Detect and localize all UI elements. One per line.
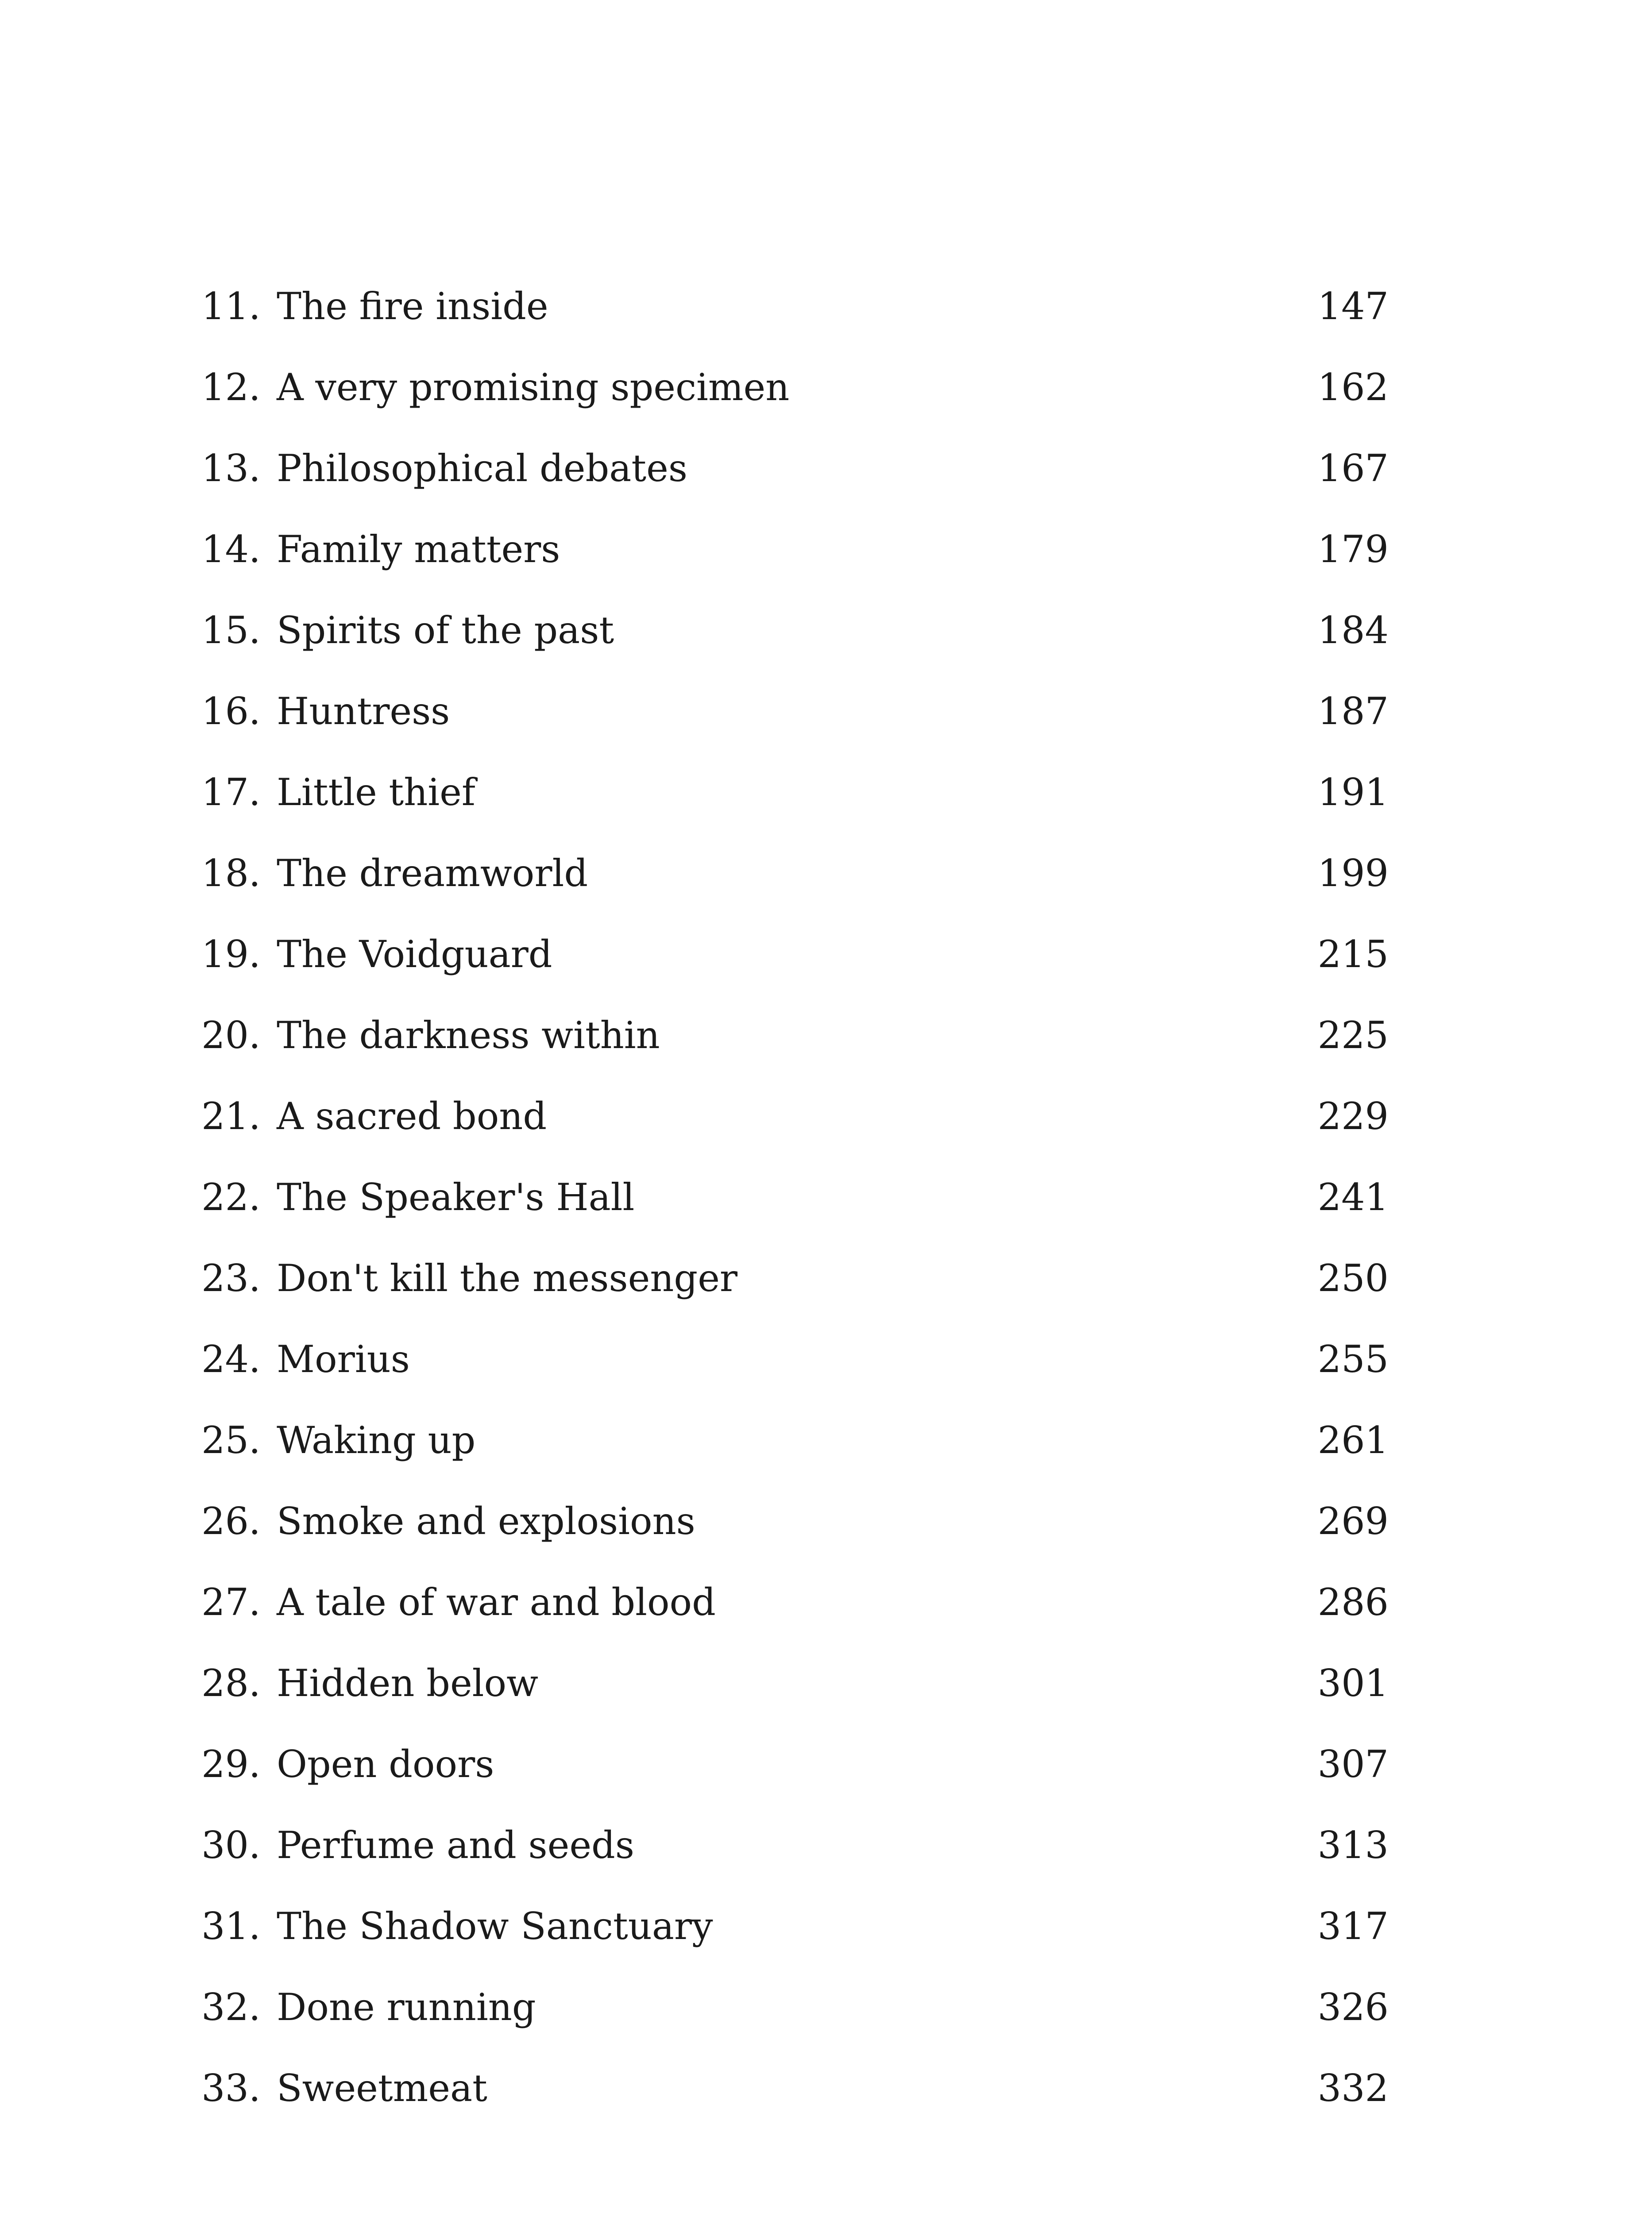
chapter-title: The Voidguard — [277, 933, 552, 976]
toc-entry — [0, 1812, 1652, 1878]
chapter-title: The Shadow Sanctuary — [277, 1905, 713, 1948]
page-number: 241 — [1317, 1176, 1389, 1219]
chapter-title: Sweetmeat — [277, 2066, 487, 2110]
chapter-title: Hidden below — [277, 1662, 538, 1705]
chapter-title: The dreamworld — [277, 852, 588, 895]
page-number: 301 — [1317, 1662, 1389, 1705]
page-number: 261 — [1317, 1419, 1389, 1462]
chapter-number: 26. — [201, 1500, 261, 1543]
chapter-title: The darkness within — [277, 1014, 660, 1057]
chapter-title: Perfume and seeds — [277, 1824, 634, 1867]
chapter-number: 33. — [201, 2066, 261, 2110]
page-number: 225 — [1317, 1014, 1389, 1057]
toc-entry — [0, 273, 1652, 339]
page-number: 286 — [1317, 1581, 1389, 1624]
chapter-title: Spirits of the past — [277, 609, 614, 652]
toc-entry — [0, 2055, 1652, 2121]
page-number: 199 — [1317, 852, 1389, 895]
chapter-title: Open doors — [277, 1743, 494, 1786]
chapter-title: Smoke and explosions — [277, 1500, 695, 1543]
chapter-title: The Speaker's Hall — [277, 1176, 635, 1219]
toc-entry — [0, 1164, 1652, 1230]
chapter-number: 24. — [201, 1338, 261, 1381]
page-number: 317 — [1317, 1905, 1389, 1948]
toc-entry — [0, 840, 1652, 906]
chapter-number: 31. — [201, 1905, 261, 1948]
chapter-title: Family matters — [277, 528, 560, 571]
toc-entry — [0, 354, 1652, 420]
chapter-title: Philosophical debates — [277, 447, 687, 490]
toc-entry — [0, 1488, 1652, 1554]
toc-entry — [0, 1893, 1652, 1959]
chapter-number: 27. — [201, 1581, 261, 1624]
chapter-number: 19. — [201, 933, 261, 976]
page-number: 167 — [1317, 447, 1389, 490]
chapter-number: 16. — [201, 690, 261, 733]
page-number: 332 — [1317, 2066, 1389, 2110]
chapter-number: 29. — [201, 1743, 261, 1786]
page-number: 147 — [1317, 285, 1389, 328]
toc-entry — [0, 516, 1652, 582]
page-number: 162 — [1317, 366, 1389, 409]
chapter-title: A very promising specimen — [277, 366, 790, 409]
page-number: 307 — [1317, 1743, 1389, 1786]
chapter-number: 12. — [201, 366, 261, 409]
toc-entry — [0, 435, 1652, 501]
page-number: 187 — [1317, 690, 1389, 733]
page-number: 250 — [1317, 1257, 1389, 1300]
page-number: 215 — [1317, 933, 1389, 976]
chapter-number: 13. — [201, 447, 261, 490]
page-number: 229 — [1317, 1095, 1389, 1138]
page-number: 269 — [1317, 1500, 1389, 1543]
chapter-title: The fire inside — [277, 285, 548, 328]
chapter-number: 22. — [201, 1176, 261, 1219]
chapter-title: Morius — [277, 1338, 410, 1381]
chapter-title: A tale of war and blood — [277, 1581, 716, 1624]
chapter-number: 25. — [201, 1419, 261, 1462]
toc-entry — [0, 1083, 1652, 1149]
chapter-number: 17. — [201, 771, 261, 814]
toc-entry — [0, 921, 1652, 987]
toc-entry — [0, 1650, 1652, 1716]
page-number: 184 — [1317, 609, 1389, 652]
chapter-number: 11. — [201, 285, 261, 328]
page-number: 191 — [1317, 771, 1389, 814]
page-number: 313 — [1317, 1824, 1389, 1867]
toc-entry — [0, 1974, 1652, 2040]
toc-entry — [0, 1245, 1652, 1311]
page-number: 326 — [1317, 1986, 1389, 2029]
chapter-number: 32. — [201, 1986, 261, 2029]
chapter-number: 20. — [201, 1014, 261, 1057]
chapter-number: 28. — [201, 1662, 261, 1705]
chapter-title: Huntress — [277, 690, 450, 733]
toc-entry — [0, 1326, 1652, 1392]
chapter-title: A sacred bond — [277, 1095, 547, 1138]
page-number: 179 — [1317, 528, 1389, 571]
toc-entry — [0, 1002, 1652, 1068]
chapter-number: 21. — [201, 1095, 261, 1138]
chapter-title: Done running — [277, 1986, 536, 2029]
chapter-title: Waking up — [277, 1419, 476, 1462]
chapter-number: 14. — [201, 528, 261, 571]
toc-entry — [0, 759, 1652, 825]
chapter-number: 15. — [201, 609, 261, 652]
toc-entry — [0, 1407, 1652, 1473]
chapter-number: 30. — [201, 1824, 261, 1867]
toc-entry — [0, 1731, 1652, 1797]
chapter-title: Little thief — [277, 771, 475, 814]
chapter-number: 23. — [201, 1257, 261, 1300]
toc-entry — [0, 1569, 1652, 1635]
toc-entry — [0, 678, 1652, 744]
toc-entry — [0, 597, 1652, 663]
page-number: 255 — [1317, 1338, 1389, 1381]
chapter-title: Don't kill the messenger — [277, 1257, 738, 1300]
chapter-number: 18. — [201, 852, 261, 895]
